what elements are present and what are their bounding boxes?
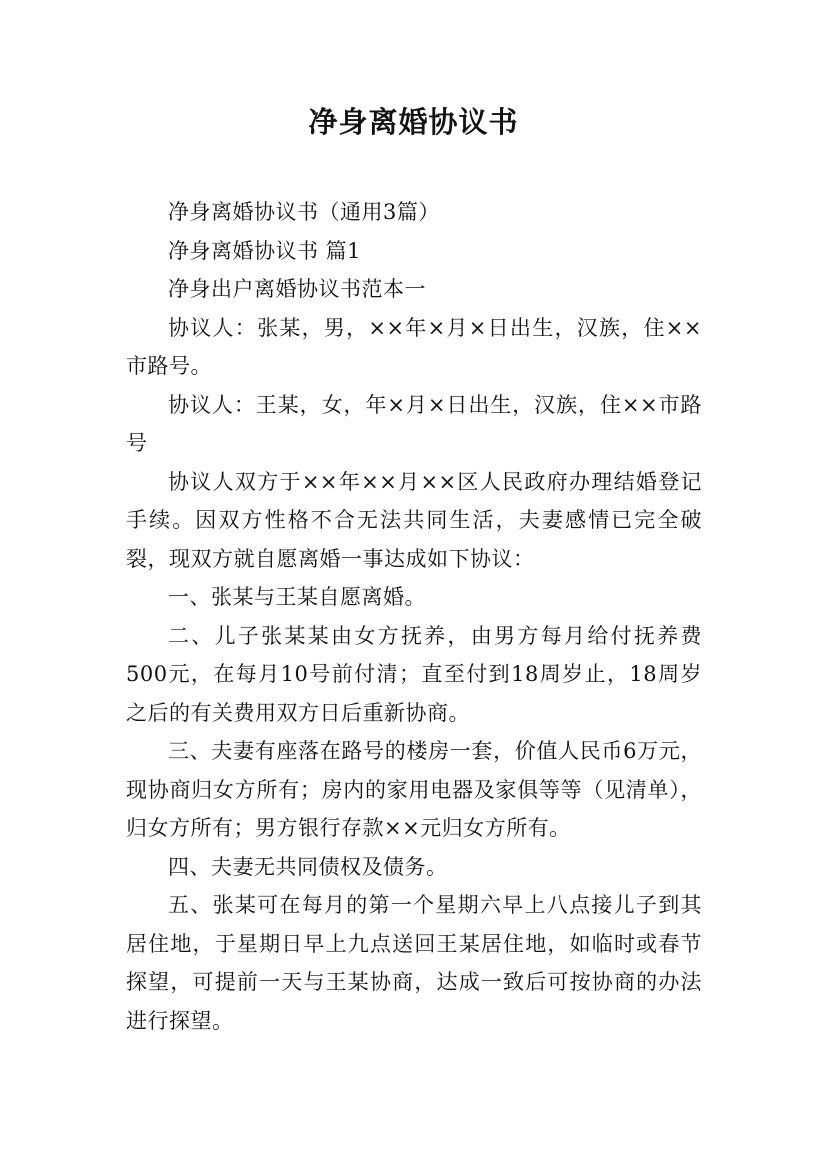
paragraph-party-a: 协议人：张某，男，××年×月×日出生，汉族，住××市路号。 <box>126 315 702 378</box>
paragraph-heading-collection: 净身离婚协议书（通用3篇） <box>168 200 440 224</box>
paragraph-clause-3: 三、夫妻有座落在路号的楼房一套，价值人民币6万元，现协商归女方所有；房内的家用电器及家俱等等（见清单），归女方所有；男方银行存款××元归女方所有。 <box>126 739 702 840</box>
paragraph-party-b: 协议人：王某，女，年×月×日出生，汉族，住××市路号 <box>126 392 702 455</box>
document-body <box>126 193 702 1040</box>
paragraph-clause-5: 五、张某可在每月的第一个星期六早上八点接儿子到其居住地，于星期日早上九点送回王某居住地，如临时或春节探望，可提前一天与王某协商，达成一致后可按协商的办法进行探望。 <box>126 893 702 1033</box>
paragraph-heading-part-1: 净身离婚协议书 篇1 <box>168 238 362 263</box>
paragraph-clause-1: 一、张某与王某自愿离婚。 <box>168 585 426 609</box>
paragraph-clause-2: 二、儿子张某某由女方抚养，由男方每月给付抚养费500元，在每月10号前付清；直至付到18周岁止，18周岁之后的有关费用双方日后重新协商。 <box>126 623 702 725</box>
paragraph-preamble: 协议人双方于××年××月××区人民政府办理结婚登记手续。因双方性格不合无法共同生活，夫妻感情已完全破裂，现双方就自愿离婚一事达成如下协议： <box>126 469 702 571</box>
paragraph-clause-4: 四、夫妻无共同债权及债务。 <box>168 854 448 879</box>
paragraph-heading-template-1: 净身出户离婚协议书范本一 <box>168 277 426 301</box>
document-title: 净身离婚协议书 <box>308 105 519 139</box>
